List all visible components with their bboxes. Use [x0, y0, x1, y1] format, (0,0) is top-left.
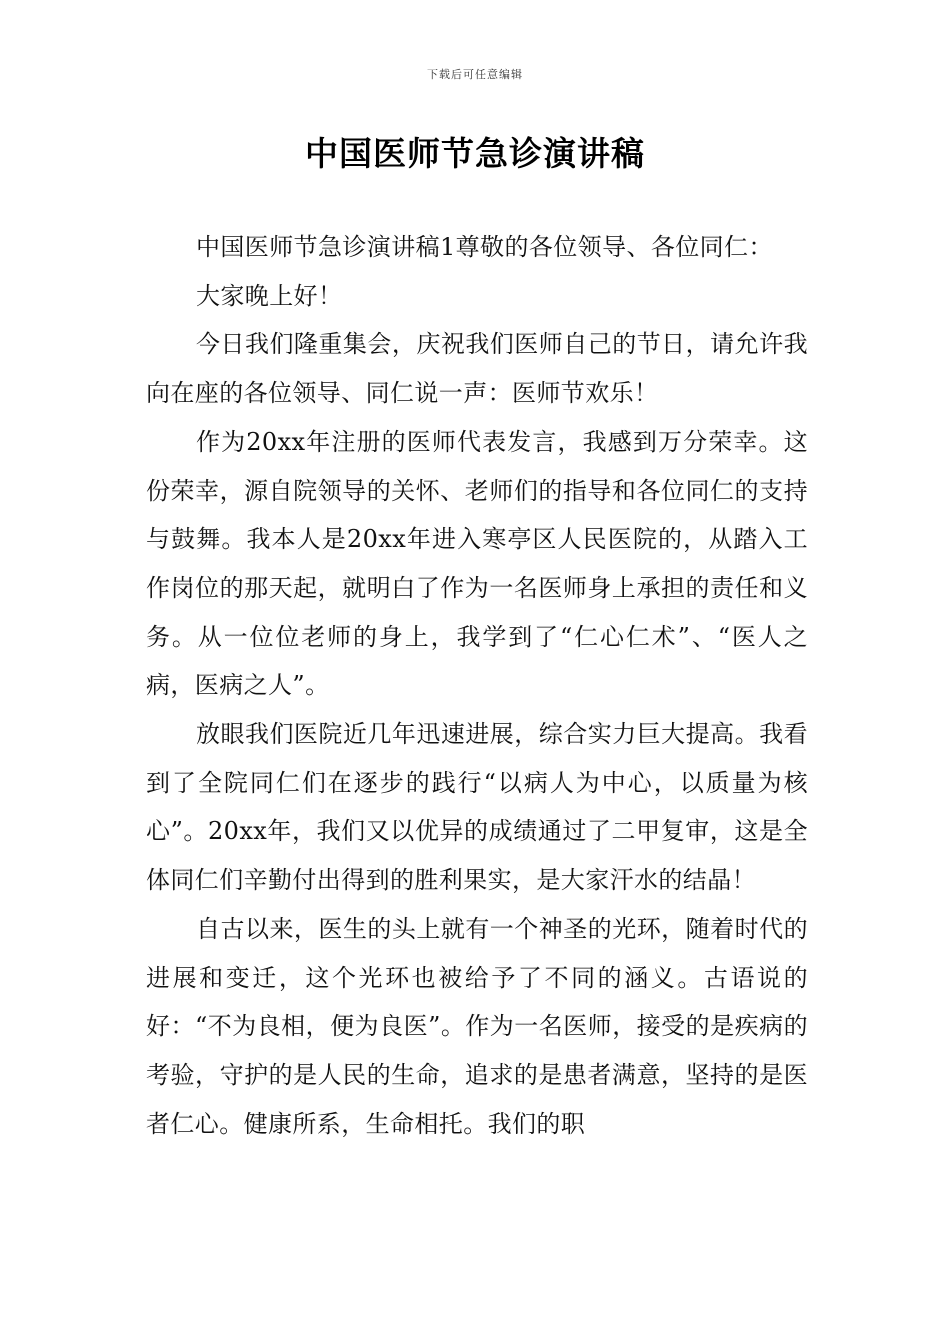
paragraph-hospital-progress: 放眼我们医院近几年迅速进展，综合实力巨大提高。我看到了全院同仁们在逐步的践行“以病人为中心，以质量为核心”。20xx年，我们又以优异的成绩通过了二甲复审，这是全体同仁们辛勤付出得到的胜利果实，是大家汗水的结晶！ — [146, 720, 808, 895]
paragraph-greeting-heading: 中国医师节急诊演讲稿1尊敬的各位领导、各位同仁： — [196, 233, 773, 261]
paragraph-opening: 今日我们隆重集会，庆祝我们医师自己的节日，请允许我向在座的各位领导、同仁说一声：医师节欢乐！ — [146, 330, 808, 408]
paragraph-representative: 作为20xx年注册的医师代表发言，我感到万分荣幸。这份荣幸，源自院领导的关怀、老师们的指导和各位同仁的支持与鼓舞。我本人是20xx年进入寒亭区人民医院的，从踏入工作岗位的那天起，就明白了作为一名医师身上承担的责任和义务。从一位位老师的身上，我学到了“仁心仁术”、“医人之病，医病之人”。 — [146, 427, 808, 700]
header-note: 下载后可任意编辑 — [427, 68, 523, 81]
document-body — [146, 223, 808, 1148]
paragraph-since-ancient-times: 自古以来，医生的头上就有一个神圣的光环，随着时代的进展和变迁，这个光环也被给予了不同的涵义。古语说的好：“不为良相，便为良医”。作为一名医师，接受的是疾病的考验，守护的是人民的生命，追求的是患者满意，坚持的是医者仁心。健康所系，生命相托。我们的职 — [146, 914, 808, 1138]
paragraph-greeting: 大家晚上好！ — [196, 281, 343, 310]
document-title: 中国医师节急诊演讲稿 — [305, 134, 645, 173]
